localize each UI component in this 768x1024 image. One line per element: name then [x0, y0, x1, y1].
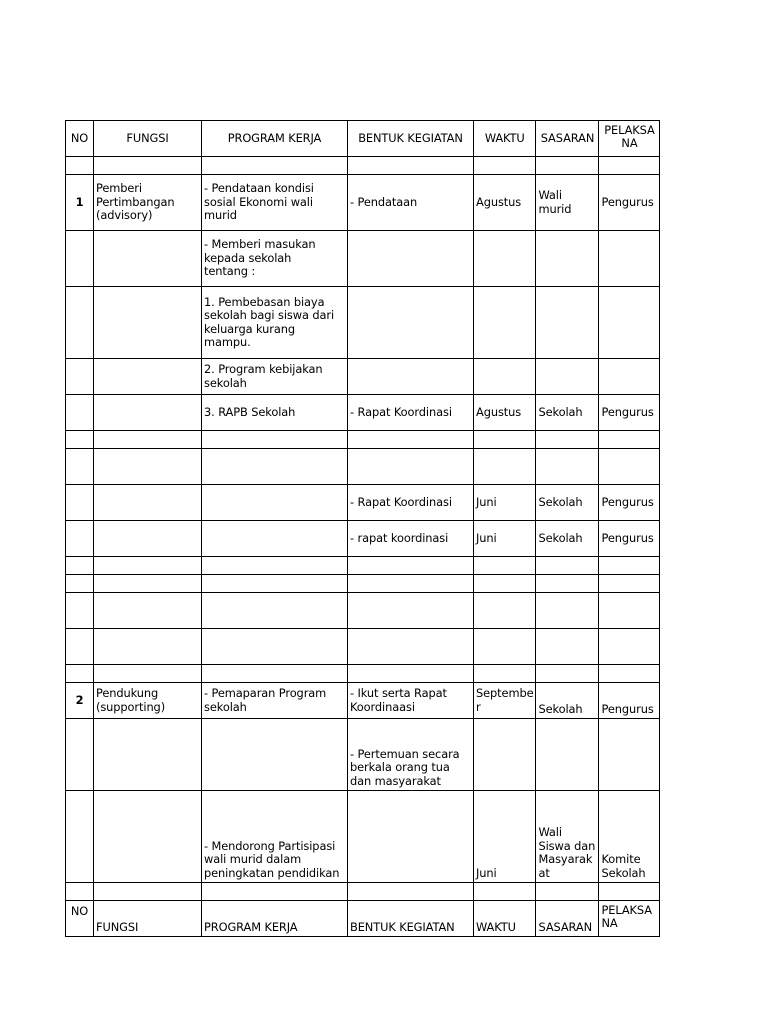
footer-sasaran: SASARAN [536, 901, 599, 937]
cell-sasaran [536, 665, 599, 683]
cell-no [66, 485, 94, 521]
cell-waktu [474, 231, 536, 287]
table-row [66, 485, 660, 521]
cell-sasaran [536, 719, 599, 791]
cell-bentuk [348, 883, 474, 901]
cell-no [66, 557, 94, 575]
cell-bentuk [348, 431, 474, 449]
cell-waktu: Juni [474, 485, 536, 521]
cell-bentuk [348, 629, 474, 665]
table-row [66, 719, 660, 791]
table-row [66, 449, 660, 485]
cell-waktu: Juni [474, 521, 536, 557]
cell-waktu [474, 157, 536, 175]
cell-pelaksana [599, 593, 660, 629]
cell-no [66, 719, 94, 791]
cell-fungsi [94, 521, 202, 557]
footer-pelaksana: PELAKSA NA [599, 901, 660, 937]
cell-fungsi [94, 593, 202, 629]
cell-sasaran [536, 287, 599, 359]
cell-sasaran [536, 359, 599, 395]
cell-sasaran [536, 883, 599, 901]
cell-waktu [474, 719, 536, 791]
cell-sasaran [536, 157, 599, 175]
cell-program [202, 575, 348, 593]
cell-fungsi [94, 719, 202, 791]
cell-pelaksana [599, 231, 660, 287]
cell-sasaran [536, 593, 599, 629]
table-row [66, 287, 660, 359]
cell-sasaran [536, 431, 599, 449]
cell-waktu [474, 665, 536, 683]
cell-sasaran: Sekolah [536, 521, 599, 557]
cell-fungsi: Pemberi Pertimbangan (advisory) [94, 175, 202, 231]
cell-bentuk [348, 575, 474, 593]
header-row [66, 121, 660, 157]
cell-fungsi [94, 287, 202, 359]
cell-bentuk [348, 359, 474, 395]
table-row [66, 575, 660, 593]
footer-no: NO [66, 901, 94, 937]
cell-waktu [474, 629, 536, 665]
cell-pelaksana [599, 629, 660, 665]
cell-sasaran [536, 231, 599, 287]
table-row [66, 157, 660, 175]
cell-no [66, 575, 94, 593]
table-row [66, 231, 660, 287]
cell-no [66, 431, 94, 449]
cell-waktu: Agustus [474, 175, 536, 231]
header-no: NO [66, 121, 94, 157]
cell-fungsi [94, 883, 202, 901]
table-row [66, 683, 660, 719]
cell-program: 1. Pembebasan biaya sekolah bagi siswa dari keluarga kurang mampu. [202, 287, 348, 359]
footer-waktu: WAKTU [474, 901, 536, 937]
table-row [66, 359, 660, 395]
cell-program: - Pendataan kondisi sosial Ekonomi wali murid [202, 175, 348, 231]
cell-bentuk [348, 557, 474, 575]
cell-bentuk: - Ikut serta Rapat Koordinaasi [348, 683, 474, 719]
cell-fungsi [94, 629, 202, 665]
cell-pelaksana: Pengurus [599, 175, 660, 231]
cell-no [66, 791, 94, 883]
table-row [66, 665, 660, 683]
cell-program [202, 431, 348, 449]
cell-bentuk: - Rapat Koordinasi [348, 485, 474, 521]
header-pelaksana: PELAKSA NA [599, 121, 660, 157]
cell-program [202, 883, 348, 901]
table-row [66, 395, 660, 431]
cell-sasaran: Wali Siswa dan Masyarak at [536, 791, 599, 883]
cell-fungsi [94, 557, 202, 575]
cell-program [202, 719, 348, 791]
cell-waktu [474, 449, 536, 485]
cell-pelaksana [599, 157, 660, 175]
cell-fungsi [94, 485, 202, 521]
cell-program [202, 521, 348, 557]
cell-pelaksana [599, 431, 660, 449]
cell-waktu: Agustus [474, 395, 536, 431]
cell-pelaksana: Pengurus [599, 521, 660, 557]
cell-fungsi [94, 575, 202, 593]
cell-no [66, 883, 94, 901]
table-row [66, 431, 660, 449]
cell-bentuk [348, 665, 474, 683]
footer-program: PROGRAM KERJA [202, 901, 348, 937]
table-row [66, 557, 660, 575]
cell-waktu [474, 575, 536, 593]
cell-pelaksana [599, 883, 660, 901]
cell-waktu [474, 883, 536, 901]
cell-no: 1 [66, 175, 94, 231]
footer-fungsi: FUNGSI [94, 901, 202, 937]
cell-pelaksana [599, 359, 660, 395]
cell-no [66, 629, 94, 665]
cell-waktu [474, 287, 536, 359]
cell-fungsi [94, 359, 202, 395]
cell-waktu [474, 431, 536, 449]
cell-bentuk [348, 593, 474, 629]
cell-program: - Pemaparan Program sekolah [202, 683, 348, 719]
cell-sasaran: Sekolah [536, 485, 599, 521]
header-fungsi: FUNGSI [94, 121, 202, 157]
cell-program [202, 485, 348, 521]
cell-pelaksana [599, 449, 660, 485]
cell-sasaran [536, 575, 599, 593]
cell-bentuk [348, 157, 474, 175]
cell-program [202, 629, 348, 665]
cell-program [202, 593, 348, 629]
cell-pelaksana [599, 665, 660, 683]
program-kerja-table [65, 120, 660, 937]
cell-pelaksana [599, 287, 660, 359]
cell-pelaksana [599, 719, 660, 791]
cell-waktu [474, 359, 536, 395]
header-bentuk-kegiatan: BENTUK KEGIATAN [348, 121, 474, 157]
cell-bentuk: - Pendataan [348, 175, 474, 231]
header-waktu: WAKTU [474, 121, 536, 157]
cell-no: 2 [66, 683, 94, 719]
cell-bentuk [348, 231, 474, 287]
cell-sasaran: Sekolah [536, 683, 599, 719]
cell-sasaran [536, 449, 599, 485]
header-program-kerja: PROGRAM KERJA [202, 121, 348, 157]
cell-no [66, 593, 94, 629]
footer-bentuk: BENTUK KEGIATAN [348, 901, 474, 937]
cell-sasaran [536, 557, 599, 575]
table-row [66, 629, 660, 665]
cell-program [202, 157, 348, 175]
cell-program: - Memberi masukan kepada sekolah tentang : [202, 231, 348, 287]
cell-no [66, 395, 94, 431]
table-row [66, 175, 660, 231]
cell-bentuk [348, 449, 474, 485]
cell-pelaksana: Pengurus [599, 683, 660, 719]
cell-bentuk [348, 791, 474, 883]
cell-waktu: Septembe r [474, 683, 536, 719]
cell-pelaksana: Komite Sekolah [599, 791, 660, 883]
cell-sasaran: Wali murid [536, 175, 599, 231]
table-row [66, 883, 660, 901]
cell-pelaksana: Pengurus [599, 485, 660, 521]
table-row [66, 791, 660, 883]
cell-no [66, 157, 94, 175]
cell-waktu [474, 557, 536, 575]
cell-bentuk: - rapat koordinasi [348, 521, 474, 557]
cell-fungsi [94, 431, 202, 449]
cell-no [66, 287, 94, 359]
cell-fungsi: Pendukung (supporting) [94, 683, 202, 719]
cell-program: 3. RAPB Sekolah [202, 395, 348, 431]
cell-pelaksana [599, 557, 660, 575]
cell-program: - Mendorong Partisipasi wali murid dalam peningkatan pendidikan [202, 791, 348, 883]
cell-fungsi [94, 231, 202, 287]
cell-fungsi [94, 791, 202, 883]
cell-sasaran: Sekolah [536, 395, 599, 431]
cell-program [202, 557, 348, 575]
cell-fungsi [94, 395, 202, 431]
cell-program [202, 665, 348, 683]
cell-bentuk [348, 287, 474, 359]
header-sasaran: SASARAN [536, 121, 599, 157]
cell-pelaksana [599, 575, 660, 593]
footer-header-row [66, 901, 660, 937]
cell-no [66, 231, 94, 287]
cell-no [66, 521, 94, 557]
cell-fungsi [94, 665, 202, 683]
cell-program [202, 449, 348, 485]
cell-bentuk: - Pertemuan secara berkala orang tua dan masyarakat [348, 719, 474, 791]
cell-waktu [474, 593, 536, 629]
cell-no [66, 665, 94, 683]
cell-fungsi [94, 157, 202, 175]
cell-no [66, 449, 94, 485]
cell-bentuk: - Rapat Koordinasi [348, 395, 474, 431]
cell-program: 2. Program kebijakan sekolah [202, 359, 348, 395]
table-row [66, 593, 660, 629]
cell-fungsi [94, 449, 202, 485]
table-row [66, 521, 660, 557]
cell-no [66, 359, 94, 395]
cell-sasaran [536, 629, 599, 665]
cell-pelaksana: Pengurus [599, 395, 660, 431]
cell-waktu: Juni [474, 791, 536, 883]
